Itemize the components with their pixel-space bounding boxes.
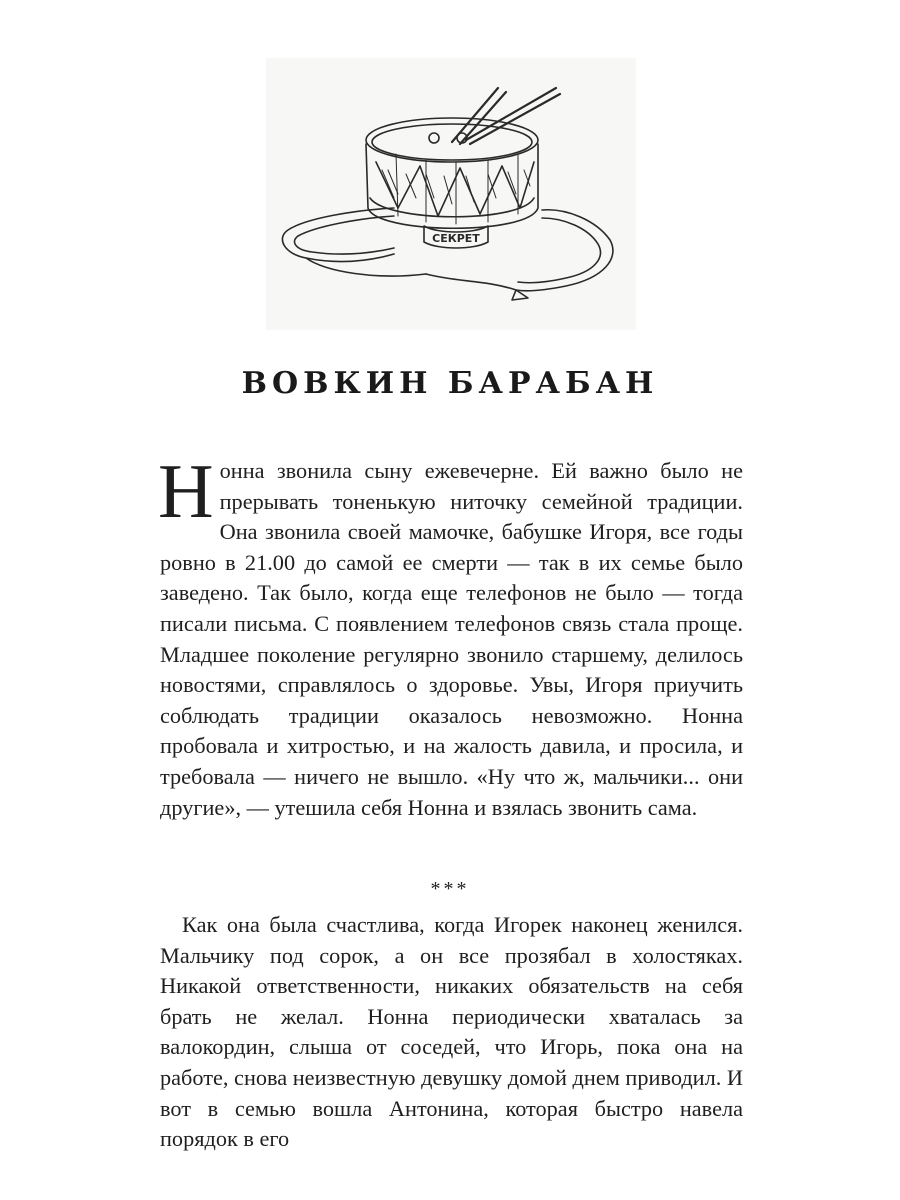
section-separator: *** [430,878,470,900]
drum-illustration [266,58,636,330]
drum-label: СЕКРЕТ [432,232,480,245]
drum-icon [266,58,636,330]
chapter-title: ВОВКИН БАРАБАН [241,366,659,401]
paragraph-first-text: онна звонила сыну ежевечерне. Ей важно было не прерывать тоненькую ниточку семейной традиции. Она звонила своей мамочке, бабушке Игоря, все годы ровно в 21.00 до самой ее смерти — так в их семье было заведено. Так было, когда еще телефонов не было — тогда писали письма. С появлением телефонов связь стала проще. Младшее поколение регулярно звонило старшему, делилось новостями, справлялось о здоровье. Увы, Игоря приучить соблюдать традиции оказалось невозможно. Нонна пробовала и хитростью, и на жалость давила, и просила, и требовала — ничего не вышло. «Ну что ж, мальчики... они другие», — утешила себя Нонна и взялась звонить сама. [160,458,743,820]
paragraph-first [158,448,743,823]
drop-cap: Н [158,448,214,534]
paragraph-second: Как она была счастлива, когда Игорек наконец женился. Мальчику под сорок, а он все прозябал в холостяках. Никакой ответственности, никаких обязательств на себя брать не желал. Нонна периодически хваталась за валокордин, слыша от соседей, что Игорь, пока она на работе, снова неизвестную девушку домой днем приводил. И вот в семью вошла Антонина, которая быстро навела порядок в его [160,912,743,1152]
